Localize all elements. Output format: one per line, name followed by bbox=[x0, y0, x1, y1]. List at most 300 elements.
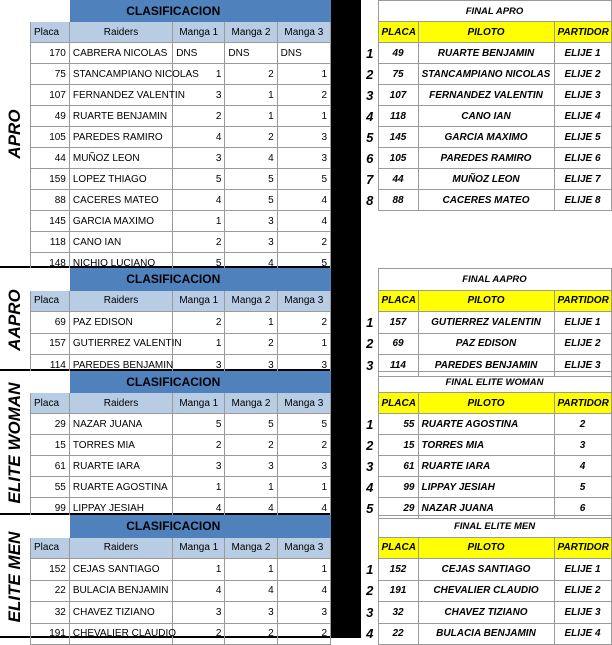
manga-1-cell: 4 bbox=[173, 127, 225, 148]
title-filler bbox=[277, 269, 330, 291]
category-label bbox=[0, 371, 31, 515]
partidor-cell: ELIJE 3 bbox=[554, 85, 611, 106]
placa-cell: 170 bbox=[31, 43, 70, 64]
blank-cell bbox=[362, 537, 378, 559]
final-placa-cell: 55 bbox=[378, 414, 418, 435]
final-row bbox=[362, 414, 611, 435]
final-row bbox=[362, 435, 611, 456]
position-number: 2 bbox=[366, 66, 374, 82]
manga-3-cell: 1 bbox=[277, 106, 330, 127]
final-column-header: PLACA bbox=[378, 22, 418, 43]
blank-cell bbox=[362, 290, 378, 312]
position-number: 5 bbox=[366, 500, 374, 516]
manga-2-cell: 1 bbox=[225, 477, 277, 498]
category-section bbox=[0, 515, 611, 642]
manga-3-cell: 1 bbox=[277, 477, 330, 498]
final-title: FINAL APRO bbox=[378, 1, 611, 22]
classification-title: CLASIFICACION bbox=[69, 1, 277, 22]
pilot-name-cell: PAREDES RAMIRO bbox=[418, 148, 554, 169]
partidor-cell: ELIJE 1 bbox=[554, 43, 611, 64]
manga-1-cell: 3 bbox=[173, 602, 225, 624]
manga-2-cell: 4 bbox=[225, 580, 277, 602]
placa-cell: 44 bbox=[31, 148, 70, 169]
manga-2-cell: 1 bbox=[225, 106, 277, 127]
table-row bbox=[31, 169, 331, 190]
column-header: Placa bbox=[31, 290, 70, 312]
final-title-row bbox=[362, 269, 611, 291]
partidor-cell: ELIJE 1 bbox=[554, 559, 611, 581]
table-row bbox=[31, 559, 331, 581]
partidor-cell: ELIJE 4 bbox=[554, 623, 611, 645]
partidor-cell: ELIJE 5 bbox=[554, 127, 611, 148]
final-placa-cell: 99 bbox=[378, 477, 418, 498]
raider-name-cell: STANCAMPIANO NICOLAS bbox=[69, 64, 172, 85]
final-column-header: PARTIDOR bbox=[554, 393, 611, 414]
manga-1-cell: 5 bbox=[173, 169, 225, 190]
pilot-name-cell: CHAVEZ TIZIANO bbox=[418, 602, 554, 624]
manga-1-cell: 4 bbox=[173, 190, 225, 211]
table-row bbox=[31, 211, 331, 232]
manga-3-cell: 3 bbox=[277, 602, 330, 624]
manga-3-cell: DNS bbox=[277, 43, 330, 64]
position-number: 1 bbox=[366, 314, 374, 330]
column-header: Manga 3 bbox=[277, 393, 330, 414]
manga-3-cell: 3 bbox=[277, 355, 330, 377]
final-header-row bbox=[362, 393, 611, 414]
classification-table bbox=[30, 268, 331, 377]
category-section bbox=[0, 268, 611, 371]
manga-3-cell: 5 bbox=[277, 253, 330, 274]
final-column-header: PILOTO bbox=[418, 290, 554, 312]
table-row bbox=[31, 333, 331, 355]
column-header: Manga 2 bbox=[225, 393, 277, 414]
final-column-header: PARTIDOR bbox=[554, 22, 611, 43]
final-placa-cell: 29 bbox=[378, 498, 418, 519]
blank-cell bbox=[362, 372, 378, 393]
pilot-name-cell: PAREDES BENJAMIN bbox=[418, 355, 554, 377]
placa-cell: 22 bbox=[31, 580, 70, 602]
pilot-name-cell: LIPPAY JESIAH bbox=[418, 477, 554, 498]
placa-cell: 99 bbox=[31, 498, 70, 519]
manga-2-cell: 2 bbox=[225, 64, 277, 85]
blank-cell bbox=[31, 516, 70, 538]
final-placa-cell: 105 bbox=[378, 148, 418, 169]
classification-header-row bbox=[31, 393, 331, 414]
partidor-cell: ELIJE 2 bbox=[554, 580, 611, 602]
manga-1-cell: 2 bbox=[173, 106, 225, 127]
final-title: FINAL AAPRO bbox=[378, 269, 611, 291]
final-row bbox=[362, 559, 611, 581]
placa-cell: 49 bbox=[31, 106, 70, 127]
classification-table bbox=[30, 0, 331, 274]
column-header: Raiders bbox=[69, 537, 172, 559]
position-number: 8 bbox=[366, 192, 374, 208]
manga-1-cell: 5 bbox=[173, 253, 225, 274]
table-row bbox=[31, 64, 331, 85]
pilot-name-cell: CANO IAN bbox=[418, 106, 554, 127]
classification-title-row bbox=[31, 372, 331, 393]
final-row bbox=[362, 127, 611, 148]
manga-1-cell: 3 bbox=[173, 148, 225, 169]
table-row bbox=[31, 148, 331, 169]
manga-2-cell: 3 bbox=[225, 456, 277, 477]
pilot-name-cell: STANCAMPIANO NICOLAS bbox=[418, 64, 554, 85]
final-placa-cell: 157 bbox=[378, 312, 418, 334]
raider-name-cell: GARCIA MAXIMO bbox=[69, 211, 172, 232]
manga-2-cell: 5 bbox=[225, 190, 277, 211]
manga-3-cell: 1 bbox=[277, 64, 330, 85]
manga-1-cell: 1 bbox=[173, 64, 225, 85]
raider-name-cell: NICHIO LUCIANO bbox=[69, 253, 172, 274]
black-divider bbox=[331, 0, 361, 268]
final-row bbox=[362, 64, 611, 85]
manga-3-cell: 4 bbox=[277, 190, 330, 211]
final-row bbox=[362, 190, 611, 211]
table-row bbox=[31, 43, 331, 64]
manga-1-cell: 4 bbox=[173, 580, 225, 602]
final-placa-cell: 44 bbox=[378, 169, 418, 190]
table-row bbox=[31, 106, 331, 127]
classification-title-row bbox=[31, 1, 331, 22]
partidor-cell: ELIJE 2 bbox=[554, 333, 611, 355]
position-number: 3 bbox=[366, 87, 374, 103]
final-title-row bbox=[362, 372, 611, 393]
final-placa-cell: 114 bbox=[378, 355, 418, 377]
black-divider bbox=[331, 268, 361, 371]
column-header: Raiders bbox=[69, 22, 172, 43]
blank-cell bbox=[31, 372, 70, 393]
manga-1-cell: 1 bbox=[173, 333, 225, 355]
category-label bbox=[0, 268, 31, 371]
final-row bbox=[362, 169, 611, 190]
manga-1-cell: 3 bbox=[173, 355, 225, 377]
position-number: 7 bbox=[366, 171, 374, 187]
final-header-row bbox=[362, 537, 611, 559]
placa-cell: 145 bbox=[31, 211, 70, 232]
manga-3-cell: 2 bbox=[277, 623, 330, 645]
pilot-name-cell: RUARTE IARA bbox=[418, 456, 554, 477]
column-header: Placa bbox=[31, 537, 70, 559]
column-header: Placa bbox=[31, 393, 70, 414]
raider-name-cell: CHEVALIER CLAUDIO bbox=[69, 623, 172, 645]
raider-name-cell: GUTIERREZ VALENTIN bbox=[69, 333, 172, 355]
position-number: 4 bbox=[366, 108, 374, 124]
manga-3-cell: 3 bbox=[277, 148, 330, 169]
final-table bbox=[362, 268, 612, 377]
column-header: Manga 2 bbox=[225, 290, 277, 312]
manga-3-cell: 2 bbox=[277, 232, 330, 253]
final-row bbox=[362, 312, 611, 334]
classification-title: CLASIFICACION bbox=[69, 372, 277, 393]
placa-cell: 75 bbox=[31, 64, 70, 85]
final-placa-cell: 145 bbox=[378, 127, 418, 148]
manga-2-cell: 3 bbox=[225, 232, 277, 253]
final-row bbox=[362, 333, 611, 355]
final-header-row bbox=[362, 22, 611, 43]
manga-3-cell: 2 bbox=[277, 85, 330, 106]
final-column-header: PILOTO bbox=[418, 537, 554, 559]
category-section bbox=[0, 0, 611, 268]
placa-cell: 148 bbox=[31, 253, 70, 274]
final-placa-cell: 88 bbox=[378, 190, 418, 211]
final-table bbox=[362, 0, 612, 211]
final-row bbox=[362, 477, 611, 498]
final-column-header: PARTIDOR bbox=[554, 290, 611, 312]
position-number: 2 bbox=[366, 336, 374, 352]
placa-cell: 15 bbox=[31, 435, 70, 456]
column-header: Raiders bbox=[69, 393, 172, 414]
manga-2-cell: 1 bbox=[225, 312, 277, 334]
placa-cell: 69 bbox=[31, 312, 70, 334]
final-placa-cell: 22 bbox=[378, 623, 418, 645]
final-placa-cell: 32 bbox=[378, 602, 418, 624]
manga-3-cell: 4 bbox=[277, 580, 330, 602]
final-header-row bbox=[362, 290, 611, 312]
classification-title-row bbox=[31, 516, 331, 538]
final-column-header: PLACA bbox=[378, 290, 418, 312]
final-title: FINAL ELITE WOMAN bbox=[378, 372, 611, 393]
partidor-cell: ELIJE 3 bbox=[554, 602, 611, 624]
manga-1-cell: 2 bbox=[173, 232, 225, 253]
pilot-name-cell: PAZ EDISON bbox=[418, 333, 554, 355]
manga-1-cell: 4 bbox=[173, 498, 225, 519]
manga-1-cell: 2 bbox=[173, 435, 225, 456]
manga-3-cell: 4 bbox=[277, 211, 330, 232]
position-number: 1 bbox=[366, 561, 374, 577]
raider-name-cell: NAZAR JUANA bbox=[69, 414, 172, 435]
pilot-name-cell: MUÑOZ LEON bbox=[418, 169, 554, 190]
raider-name-cell: CANO IAN bbox=[69, 232, 172, 253]
table-row bbox=[31, 127, 331, 148]
category-label-text: AAPRO bbox=[5, 288, 24, 351]
position-number: 1 bbox=[366, 45, 374, 61]
category-label-text: ELITE MEN bbox=[5, 531, 24, 622]
partidor-cell: ELIJE 7 bbox=[554, 169, 611, 190]
manga-3-cell: 1 bbox=[277, 333, 330, 355]
classification-title-row bbox=[31, 269, 331, 291]
manga-2-cell: 5 bbox=[225, 414, 277, 435]
manga-3-cell: 3 bbox=[277, 456, 330, 477]
table-row bbox=[31, 85, 331, 106]
placa-cell: 105 bbox=[31, 127, 70, 148]
partidor-cell: ELIJE 4 bbox=[554, 106, 611, 127]
table-row bbox=[31, 623, 331, 645]
column-header: Manga 1 bbox=[173, 537, 225, 559]
column-header: Manga 1 bbox=[173, 22, 225, 43]
manga-2-cell: DNS bbox=[225, 43, 277, 64]
partidor-cell: ELIJE 1 bbox=[554, 312, 611, 334]
column-header: Raiders bbox=[69, 290, 172, 312]
category-label-text: ELITE WOMAN bbox=[5, 382, 24, 504]
table-row bbox=[31, 580, 331, 602]
pilot-name-cell: GARCIA MAXIMO bbox=[418, 127, 554, 148]
final-table bbox=[362, 371, 612, 519]
raider-name-cell: RUARTE BENJAMIN bbox=[69, 106, 172, 127]
manga-3-cell: 5 bbox=[277, 169, 330, 190]
manga-1-cell: 3 bbox=[173, 456, 225, 477]
partidor-cell: 2 bbox=[554, 414, 611, 435]
position-number: 4 bbox=[366, 626, 374, 642]
position-number: 1 bbox=[366, 416, 374, 432]
manga-2-cell: 2 bbox=[225, 127, 277, 148]
raider-name-cell: PAZ EDISON bbox=[69, 312, 172, 334]
category-label bbox=[0, 0, 31, 268]
column-header: Manga 2 bbox=[225, 537, 277, 559]
manga-2-cell: 4 bbox=[225, 148, 277, 169]
final-placa-cell: 118 bbox=[378, 106, 418, 127]
table-row bbox=[31, 456, 331, 477]
manga-1-cell: DNS bbox=[173, 43, 225, 64]
pilot-name-cell: FERNANDEZ VALENTIN bbox=[418, 85, 554, 106]
placa-cell: 107 bbox=[31, 85, 70, 106]
blank-cell bbox=[362, 269, 378, 291]
final-placa-cell: 61 bbox=[378, 456, 418, 477]
partidor-cell: ELIJE 3 bbox=[554, 355, 611, 377]
position-number: 6 bbox=[366, 150, 374, 166]
manga-2-cell: 2 bbox=[225, 623, 277, 645]
blank-cell bbox=[362, 393, 378, 414]
raider-name-cell: RUARTE IARA bbox=[69, 456, 172, 477]
table-row bbox=[31, 190, 331, 211]
table-row bbox=[31, 414, 331, 435]
position-number: 4 bbox=[366, 479, 374, 495]
final-column-header: PARTIDOR bbox=[554, 537, 611, 559]
table-row bbox=[31, 312, 331, 334]
partidor-cell: ELIJE 6 bbox=[554, 148, 611, 169]
placa-cell: 152 bbox=[31, 559, 70, 581]
final-placa-cell: 69 bbox=[378, 333, 418, 355]
position-number: 5 bbox=[366, 129, 374, 145]
position-number: 2 bbox=[366, 583, 374, 599]
placa-cell: 114 bbox=[31, 355, 70, 377]
final-row bbox=[362, 580, 611, 602]
position-number: 2 bbox=[366, 437, 374, 453]
table-row bbox=[31, 435, 331, 456]
black-divider bbox=[331, 515, 361, 638]
manga-1-cell: 5 bbox=[173, 414, 225, 435]
final-row bbox=[362, 148, 611, 169]
classification-title: CLASIFICACION bbox=[69, 269, 277, 291]
pilot-name-cell: GUTIERREZ VALENTIN bbox=[418, 312, 554, 334]
column-header: Placa bbox=[31, 22, 70, 43]
final-column-header: PILOTO bbox=[418, 393, 554, 414]
manga-2-cell: 4 bbox=[225, 498, 277, 519]
manga-1-cell: 2 bbox=[173, 312, 225, 334]
placa-cell: 29 bbox=[31, 414, 70, 435]
placa-cell: 88 bbox=[31, 190, 70, 211]
raider-name-cell: BULACIA BENJAMIN bbox=[69, 580, 172, 602]
final-column-header: PILOTO bbox=[418, 22, 554, 43]
pilot-name-cell: NAZAR JUANA bbox=[418, 498, 554, 519]
pilot-name-cell: RUARTE BENJAMIN bbox=[418, 43, 554, 64]
placa-cell: 32 bbox=[31, 602, 70, 624]
pilot-name-cell: CACERES MATEO bbox=[418, 190, 554, 211]
final-placa-cell: 75 bbox=[378, 64, 418, 85]
title-filler bbox=[277, 516, 330, 538]
pilot-name-cell: CEJAS SANTIAGO bbox=[418, 559, 554, 581]
manga-2-cell: 2 bbox=[225, 333, 277, 355]
partidor-cell: 4 bbox=[554, 456, 611, 477]
position-number: 3 bbox=[366, 357, 374, 373]
manga-2-cell: 5 bbox=[225, 169, 277, 190]
final-row bbox=[362, 43, 611, 64]
placa-cell: 191 bbox=[31, 623, 70, 645]
raider-name-cell: MUÑOZ LEON bbox=[69, 148, 172, 169]
manga-2-cell: 1 bbox=[225, 85, 277, 106]
manga-2-cell: 4 bbox=[225, 253, 277, 274]
table-row bbox=[31, 232, 331, 253]
column-header: Manga 1 bbox=[173, 393, 225, 414]
manga-2-cell: 1 bbox=[225, 559, 277, 581]
column-header: Manga 3 bbox=[277, 290, 330, 312]
manga-3-cell: 4 bbox=[277, 498, 330, 519]
blank-cell bbox=[31, 1, 70, 22]
raider-name-cell: TORRES MIA bbox=[69, 435, 172, 456]
table-row bbox=[31, 602, 331, 624]
classification-header-row bbox=[31, 22, 331, 43]
raider-name-cell: CACERES MATEO bbox=[69, 190, 172, 211]
final-title-row bbox=[362, 1, 611, 22]
category-label bbox=[0, 515, 31, 638]
manga-2-cell: 3 bbox=[225, 211, 277, 232]
classification-table bbox=[30, 371, 331, 519]
placa-cell: 61 bbox=[31, 456, 70, 477]
manga-1-cell: 1 bbox=[173, 559, 225, 581]
manga-2-cell: 2 bbox=[225, 435, 277, 456]
pilot-name-cell: CHEVALIER CLAUDIO bbox=[418, 580, 554, 602]
column-header: Manga 3 bbox=[277, 22, 330, 43]
manga-2-cell: 3 bbox=[225, 602, 277, 624]
raider-name-cell: CEJAS SANTIAGO bbox=[69, 559, 172, 581]
raider-name-cell: CABRERA NICOLAS bbox=[69, 43, 172, 64]
placa-cell: 118 bbox=[31, 232, 70, 253]
classification-header-row bbox=[31, 537, 331, 559]
pilot-name-cell: BULACIA BENJAMIN bbox=[418, 623, 554, 645]
position-number: 3 bbox=[366, 604, 374, 620]
manga-1-cell: 3 bbox=[173, 85, 225, 106]
table-row bbox=[31, 477, 331, 498]
title-filler bbox=[277, 372, 330, 393]
manga-2-cell: 3 bbox=[225, 355, 277, 377]
column-header: Manga 2 bbox=[225, 22, 277, 43]
black-divider bbox=[331, 371, 361, 515]
blank-cell bbox=[362, 22, 378, 43]
final-placa-cell: 15 bbox=[378, 435, 418, 456]
classification-title: CLASIFICACION bbox=[69, 516, 277, 538]
partidor-cell: 5 bbox=[554, 477, 611, 498]
manga-3-cell: 2 bbox=[277, 312, 330, 334]
placa-cell: 157 bbox=[31, 333, 70, 355]
pilot-name-cell: TORRES MIA bbox=[418, 435, 554, 456]
pilot-name-cell: RUARTE AGOSTINA bbox=[418, 414, 554, 435]
raider-name-cell: RUARTE AGOSTINA bbox=[69, 477, 172, 498]
category-section bbox=[0, 371, 611, 515]
manga-3-cell: 3 bbox=[277, 127, 330, 148]
manga-3-cell: 1 bbox=[277, 559, 330, 581]
raider-name-cell: PAREDES RAMIRO bbox=[69, 127, 172, 148]
raider-name-cell: LOPEZ THIAGO bbox=[69, 169, 172, 190]
final-placa-cell: 191 bbox=[378, 580, 418, 602]
final-column-header: PLACA bbox=[378, 537, 418, 559]
final-row bbox=[362, 602, 611, 624]
position-number: 3 bbox=[366, 458, 374, 474]
final-table bbox=[362, 515, 612, 645]
raider-name-cell: LIPPAY JESIAH bbox=[69, 498, 172, 519]
manga-3-cell: 2 bbox=[277, 435, 330, 456]
manga-1-cell: 2 bbox=[173, 623, 225, 645]
manga-1-cell: 1 bbox=[173, 211, 225, 232]
final-column-header: PLACA bbox=[378, 393, 418, 414]
